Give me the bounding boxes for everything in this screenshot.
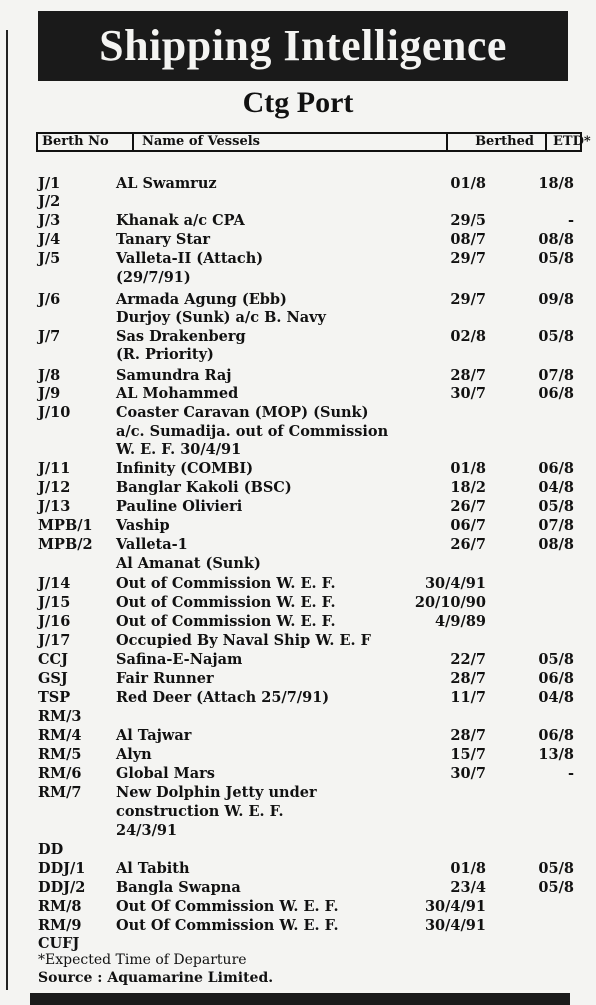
berth-cell: J/2: [38, 193, 61, 210]
vessel-cell: (R. Priority): [116, 346, 214, 363]
vessel-cell: Al Amanat (Sunk): [116, 555, 261, 572]
berth-cell: DDJ/2: [38, 879, 86, 896]
vessel-cell: Global Mars: [116, 765, 215, 782]
berth-cell: RM/6: [38, 765, 82, 782]
berth-cell: RM/5: [38, 746, 82, 763]
berthed-cell: 30/4/91: [424, 898, 486, 915]
berth-cell: J/12: [38, 479, 71, 496]
etd-cell: 06/8: [538, 670, 574, 687]
vessel-cell: Armada Agung (Ebb): [116, 291, 287, 308]
berthed-cell: 28/7: [450, 670, 486, 687]
vessel-cell: Out Of Commission W. E. F.: [116, 917, 339, 934]
berth-cell: RM/7: [38, 784, 82, 801]
vessel-cell: Out of Commission W. E. F.: [116, 575, 336, 592]
berthed-cell: 28/7: [450, 367, 486, 384]
vessel-cell: Infinity (COMBI): [116, 460, 254, 477]
footnote: *Expected Time of Departure: [38, 952, 247, 968]
berth-cell: RM/3: [38, 708, 82, 725]
vessel-cell: Fair Runner: [116, 670, 214, 687]
vessel-cell: Samundra Raj: [116, 367, 232, 384]
etd-cell: -: [567, 212, 574, 229]
vessel-cell: Occupied By Naval Ship W. E. F: [116, 632, 371, 649]
berthed-cell: 08/7: [450, 231, 486, 248]
berth-cell: J/9: [38, 385, 61, 402]
vessel-cell: Al Tajwar: [116, 727, 192, 744]
vessel-cell: Out of Commission W. E. F.: [116, 594, 336, 611]
banner-title: Shipping Intelligence: [99, 21, 507, 70]
etd-cell: 05/8: [538, 328, 574, 345]
berth-cell: MPB/2: [38, 536, 93, 553]
etd-cell: 07/8: [538, 517, 574, 534]
berthed-cell: 29/5: [450, 212, 486, 229]
vessel-cell: construction W. E. F.: [116, 803, 284, 820]
vessel-cell: Al Tabith: [116, 860, 190, 877]
etd-cell: 07/8: [538, 367, 574, 384]
berth-cell: J/3: [38, 212, 61, 229]
header-divider: [545, 134, 547, 150]
etd-cell: 08/8: [538, 536, 574, 553]
berthed-cell: 01/8: [450, 460, 486, 477]
berthed-cell: 23/4: [450, 879, 486, 896]
vessel-cell: Out of Commission W. E. F.: [116, 613, 336, 630]
etd-cell: 09/8: [538, 291, 574, 308]
vessel-cell: Tanary Star: [116, 231, 211, 248]
etd-cell: 06/8: [538, 727, 574, 744]
berth-cell: DDJ/1: [38, 860, 86, 877]
berth-cell: J/17: [38, 632, 71, 649]
berth-cell: J/16: [38, 613, 71, 630]
berth-cell: DD: [38, 841, 64, 858]
vessel-cell: Vaship: [116, 517, 170, 534]
vessel-cell: W. E. F. 30/4/91: [116, 441, 242, 458]
berth-cell: MPB/1: [38, 517, 93, 534]
berth-cell: J/8: [38, 367, 61, 384]
berth-cell: J/10: [38, 404, 71, 421]
berth-cell: J/4: [38, 231, 61, 248]
vessel-cell: 24/3/91: [116, 822, 178, 839]
etd-cell: 05/8: [538, 651, 574, 668]
etd-cell: 04/8: [538, 689, 574, 706]
berthed-cell: 26/7: [450, 536, 486, 553]
berth-cell: J/7: [38, 328, 61, 345]
berth-cell: CCJ: [38, 651, 68, 668]
berthed-cell: 30/7: [450, 765, 486, 782]
vessel-cell: Sas Drakenberg: [116, 328, 246, 345]
etd-cell: 05/8: [538, 860, 574, 877]
berth-cell: RM/4: [38, 727, 82, 744]
vessel-cell: New Dolphin Jetty under: [116, 784, 317, 801]
header-etd: ETD*: [553, 134, 591, 149]
vessel-cell: AL Mohammed: [116, 385, 239, 402]
berthed-cell: 01/8: [450, 860, 486, 877]
vessel-cell: Bangla Swapna: [116, 879, 241, 896]
vessel-cell: AL Swamruz: [116, 175, 217, 192]
vessel-cell: Out Of Commission W. E. F.: [116, 898, 339, 915]
berth-cell: RM/8: [38, 898, 82, 915]
etd-cell: 05/8: [538, 250, 574, 267]
vessel-cell: Khanak a/c CPA: [116, 212, 245, 229]
vessel-cell: Alyn: [116, 746, 152, 763]
vessel-cell: Safina-E-Najam: [116, 651, 243, 668]
etd-cell: 06/8: [538, 460, 574, 477]
vessel-cell: Pauline Olivieri: [116, 498, 243, 515]
berthed-cell: 18/2: [450, 479, 486, 496]
section-banner: [38, 11, 568, 81]
vessel-cell: Coaster Caravan (MOP) (Sunk): [116, 404, 369, 421]
berthed-cell: 06/7: [450, 517, 486, 534]
source-credit: Source : Aquamarine Limited.: [38, 970, 274, 986]
etd-cell: 18/8: [538, 175, 574, 192]
etd-cell: 04/8: [538, 479, 574, 496]
berthed-cell: 20/10/90: [414, 594, 486, 611]
header-divider: [132, 134, 134, 150]
berthed-cell: 26/7: [450, 498, 486, 515]
berth-cell: RM/9: [38, 917, 82, 934]
vessel-cell: (29/7/91): [116, 269, 191, 286]
berthed-cell: 4/9/89: [435, 613, 486, 630]
vessel-cell: Banglar Kakoli (BSC): [116, 479, 292, 496]
berthed-cell: 30/4/91: [424, 917, 486, 934]
berthed-cell: 02/8: [450, 328, 486, 345]
left-column-rule: [6, 30, 8, 990]
berthed-cell: 22/7: [450, 651, 486, 668]
etd-cell: 13/8: [538, 746, 574, 763]
berthed-cell: 30/4/91: [424, 575, 486, 592]
next-section-banner: [30, 993, 570, 1005]
berth-cell: J/6: [38, 291, 61, 308]
header-vessel: Name of Vessels: [142, 134, 260, 149]
table-header: [36, 132, 591, 152]
berth-cell: GSJ: [38, 670, 68, 687]
berth-cell: TSP: [38, 689, 71, 706]
berth-cell: CUFJ: [38, 935, 80, 952]
header-berthed: Berthed: [475, 134, 534, 149]
berthed-cell: 29/7: [450, 291, 486, 308]
vessel-cell: a/c. Sumadija. out of Commission: [116, 423, 389, 440]
etd-cell: 08/8: [538, 231, 574, 248]
etd-cell: 05/8: [538, 498, 574, 515]
vessel-cell: Red Deer (Attach 25/7/91): [116, 689, 330, 706]
berth-cell: J/5: [38, 250, 61, 267]
berthed-cell: 28/7: [450, 727, 486, 744]
vessel-cell: Valleta-II (Attach): [116, 250, 264, 267]
vessel-cell: Valleta-1: [116, 536, 188, 553]
berth-cell: J/14: [38, 575, 71, 592]
berthed-cell: 11/7: [450, 689, 486, 706]
berthed-cell: 29/7: [450, 250, 486, 267]
berthed-cell: 30/7: [450, 385, 486, 402]
berth-cell: J/15: [38, 594, 71, 611]
berth-cell: J/1: [38, 175, 61, 192]
etd-cell: -: [567, 765, 574, 782]
port-subtitle: Ctg Port: [242, 86, 354, 119]
berthed-cell: 01/8: [450, 175, 486, 192]
berthed-cell: 15/7: [450, 746, 486, 763]
vessel-cell: Durjoy (Sunk) a/c B. Navy: [116, 309, 326, 326]
etd-cell: 06/8: [538, 385, 574, 402]
berth-cell: J/13: [38, 498, 71, 515]
berth-cell: J/11: [38, 460, 71, 477]
header-berth: Berth No: [42, 134, 109, 149]
etd-cell: 05/8: [538, 879, 574, 896]
